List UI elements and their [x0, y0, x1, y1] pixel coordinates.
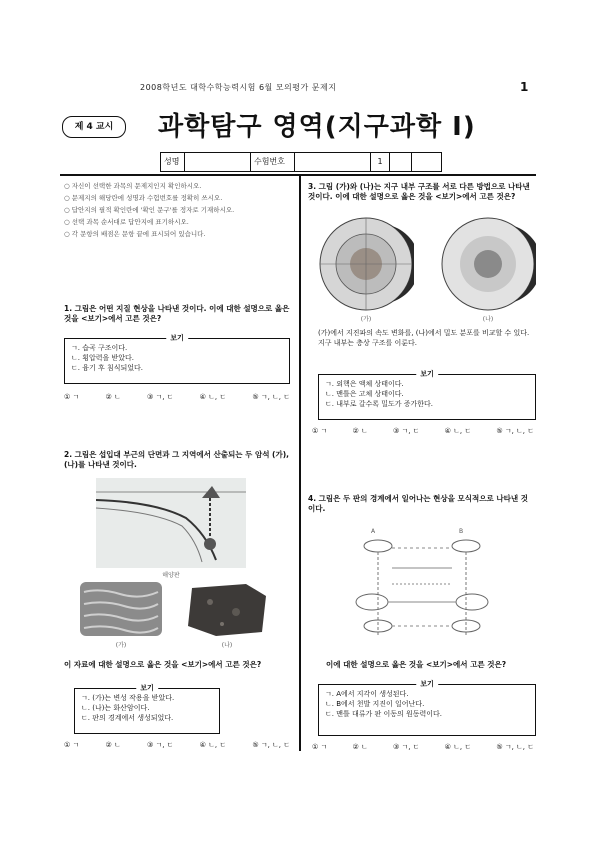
rock-a-image	[80, 582, 162, 636]
number-label: 수험번호	[251, 153, 295, 171]
earth-structure-b	[440, 216, 536, 312]
instruction-item: ○ 문제지의 해당란에 성명과 수험번호를 정확히 쓰시오.	[64, 194, 223, 202]
choice-4[interactable]: ④ ㄴ, ㄷ	[444, 427, 472, 435]
box-label: 보기	[166, 333, 188, 343]
question-3-text: (가)에서 지진파의 속도 변화를, (나)에서 밀도 분포를 비교할 수 있다. 지구 내부는 층상 구조를 이룬다.	[318, 329, 530, 347]
box-item: ㄷ. 융기 후 침식되었다.	[71, 364, 143, 372]
exam-header: 2008학년도 대학수학능력시험 6월 모의평가 문제지	[140, 83, 337, 92]
rock-b-image	[186, 582, 268, 638]
name-label: 성명	[161, 153, 185, 171]
instructions	[64, 182, 290, 242]
question-4-choices	[312, 742, 534, 752]
choice-5[interactable]: ⑤ ㄱ, ㄴ, ㄷ	[496, 427, 534, 435]
choice-2[interactable]: ② ㄴ	[352, 427, 368, 435]
earth-structure-a	[318, 216, 414, 312]
page-number: 1	[520, 80, 529, 94]
figure-caption: 해양판	[162, 572, 180, 579]
question-3-stem: 3. 그림 (가)와 (나)는 지구 내부 구조를 서로 다른 방법으로 나타낸 것이다. 이에 대한 설명으로 옳은 것을 <보기>에서 고른 것은?	[308, 182, 530, 201]
choice-5[interactable]: ⑤ ㄱ, ㄴ, ㄷ	[496, 743, 534, 751]
rock-b-caption: (나)	[221, 642, 233, 649]
box-label: 보기	[416, 369, 438, 379]
choice-1[interactable]: ① ㄱ	[64, 741, 80, 749]
choice-3[interactable]: ③ ㄱ, ㄷ	[392, 743, 420, 751]
box-item: ㄴ. 횡압력을 받았다.	[71, 354, 134, 362]
rock-a-caption: (가)	[115, 642, 127, 649]
choice-5[interactable]: ⑤ ㄱ, ㄴ, ㄷ	[252, 741, 290, 749]
box-item: ㄱ. 외핵은 액체 상태이다.	[325, 380, 404, 388]
figure-b-caption: (나)	[482, 316, 494, 323]
choice-2[interactable]: ② ㄴ	[352, 743, 368, 751]
instruction-item: ○ 선택 과목 순서대로 답안지에 표기하시오.	[64, 218, 189, 226]
box-label: 보기	[416, 679, 438, 689]
instruction-item: ○ 자신이 선택한 과목의 문제지인지 확인하시오.	[64, 182, 202, 190]
section-badge: 제 4 교시	[62, 116, 126, 138]
page-title: 과학탐구 영역(지구과학 I)	[158, 112, 476, 142]
question-1-box	[64, 334, 290, 384]
box-item: ㄴ. 맨틀은 고체 상태이다.	[325, 390, 404, 398]
question-1-choices	[64, 392, 290, 402]
choice-1[interactable]: ① ㄱ	[312, 427, 328, 435]
figure-a-caption: (가)	[360, 316, 372, 323]
choice-4[interactable]: ④ ㄴ, ㄷ	[199, 393, 227, 401]
question-1-stem: 1. 그림은 어떤 지질 현상을 나타낸 것이다. 이에 대한 설명으로 옳은 것을 <보기>에서 고른 것은?	[64, 304, 290, 323]
question-4-stem: 4. 그림은 두 판의 경계에서 일어나는 현상을 모식적으로 나타낸 것이다.	[308, 494, 528, 513]
choice-1[interactable]: ① ㄱ	[312, 743, 328, 751]
question-2-stem: 2. 그림은 섭입대 부근의 단면과 그 지역에서 산출되는 두 암석 (가), (나)를 나타낸 것이다.	[64, 450, 290, 469]
instruction-item: ○ 답안지의 필적 확인란에 '확인 문구'를 정자로 기재하시오.	[64, 206, 235, 214]
subduction-figure	[96, 478, 246, 568]
choice-4[interactable]: ④ ㄴ, ㄷ	[444, 743, 472, 751]
choice-3[interactable]: ③ ㄱ, ㄷ	[392, 427, 420, 435]
question-2-choices	[64, 740, 290, 750]
column-divider	[299, 176, 301, 751]
box-item: ㄷ. 내부로 갈수록 밀도가 증가한다.	[325, 400, 434, 408]
box-item: ㄷ. 맨틀 대류가 판 이동의 원동력이다.	[325, 710, 443, 718]
question-4-box	[318, 680, 536, 736]
question-4-prompt: 이에 대한 설명으로 옳은 것을 <보기>에서 고른 것은?	[326, 660, 507, 669]
question-3-choices	[312, 426, 534, 436]
choice-1[interactable]: ① ㄱ	[64, 393, 80, 401]
question-3-box	[318, 370, 536, 420]
label-a: A	[370, 528, 376, 535]
box-item: ㄱ. A에서 지각이 생성된다.	[325, 690, 409, 698]
question-2-box	[74, 684, 220, 734]
choice-3[interactable]: ③ ㄱ, ㄷ	[146, 393, 174, 401]
rock-b-surface	[188, 584, 266, 636]
question-2-prompt: 이 자료에 대한 설명으로 옳은 것을 <보기>에서 고른 것은?	[64, 660, 262, 669]
plate-boundary-diagram	[348, 526, 498, 646]
choice-4[interactable]: ④ ㄴ, ㄷ	[199, 741, 227, 749]
choice-5[interactable]: ⑤ ㄱ, ㄴ, ㄷ	[252, 393, 290, 401]
top-rule	[60, 174, 536, 176]
box-item: ㄴ. (나)는 화산암이다.	[81, 704, 150, 712]
box-label: 보기	[136, 683, 158, 693]
name-number-bar	[160, 152, 442, 172]
number-digit	[390, 153, 412, 171]
magma-chamber	[204, 538, 216, 550]
box-item: ㄴ. B에서 천발 지진이 일어난다.	[325, 700, 425, 708]
choice-3[interactable]: ③ ㄱ, ㄷ	[146, 741, 174, 749]
choice-2[interactable]: ② ㄴ	[105, 393, 121, 401]
box-item: ㄷ. 판의 경계에서 생성되었다.	[81, 714, 174, 722]
label-b: B	[458, 528, 464, 535]
number-digit-blank	[412, 153, 441, 171]
instruction-item: ○ 각 문항의 배점은 문항 끝에 표시되어 있습니다.	[64, 230, 206, 238]
number-field[interactable]	[295, 153, 371, 171]
choice-2[interactable]: ② ㄴ	[105, 741, 121, 749]
name-field[interactable]	[185, 153, 251, 171]
number-digit: 1	[371, 153, 390, 171]
box-item: ㄱ. (가)는 변성 작용을 받았다.	[81, 694, 175, 702]
box-item: ㄱ. 습곡 구조이다.	[71, 344, 128, 352]
